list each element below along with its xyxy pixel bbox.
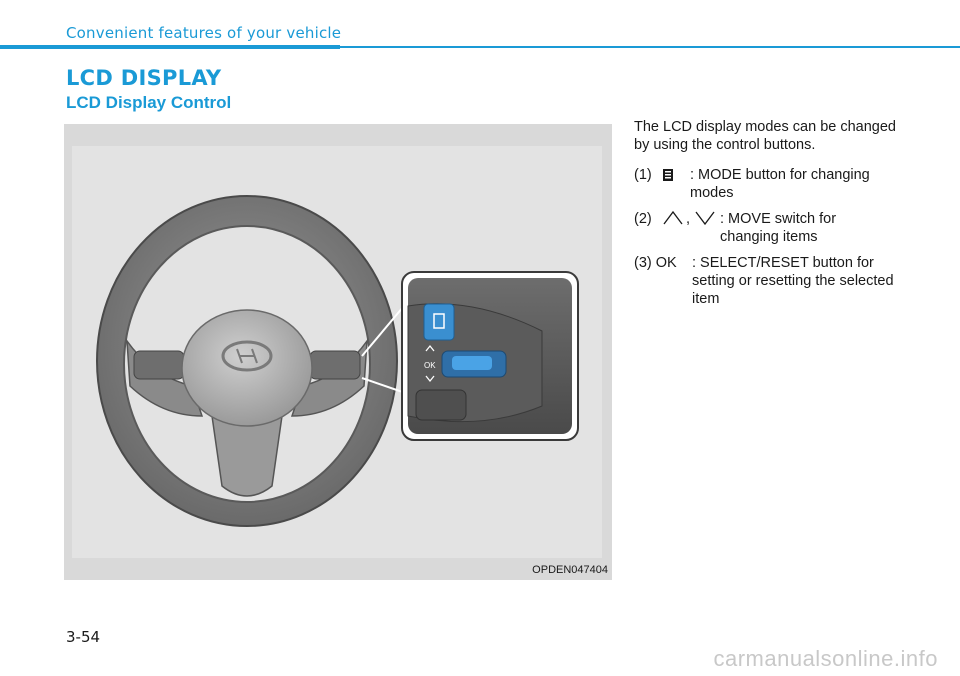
mode-button	[424, 304, 454, 340]
steering-wheel-figure	[64, 124, 612, 580]
right-spoke-controls	[310, 351, 360, 379]
down-chevron-icon	[694, 210, 716, 231]
wheel-hub	[182, 310, 312, 426]
page-number: 3-54	[66, 628, 101, 646]
left-spoke-controls	[134, 351, 184, 379]
list-item-mode	[634, 166, 896, 202]
item-number: (1)	[634, 167, 652, 183]
page-heading: LCD DISPLAY	[66, 66, 222, 90]
body-text	[634, 118, 896, 316]
steering-wheel-illustration	[72, 146, 602, 558]
intro-paragraph: The LCD display modes can be changed by using the control buttons.	[634, 119, 896, 153]
up-chevron-icon	[662, 210, 684, 231]
item-description: : MOVE switch for changing items	[720, 211, 837, 245]
figure-code: OPDEN047404	[532, 564, 608, 576]
ok-label: OK	[424, 361, 436, 370]
section-title-bar	[0, 45, 340, 49]
sub-heading: LCD Display Control	[66, 93, 232, 112]
section-title: Convenient features of your vehicle	[66, 24, 342, 42]
mode-icon	[662, 167, 674, 185]
list-item-move	[634, 210, 896, 246]
watermark: carmanualsonline.info	[713, 646, 938, 671]
list-item-ok	[634, 254, 896, 308]
figure-panel	[72, 146, 602, 558]
wheel-spoke-bottom	[212, 416, 282, 496]
item-number: (3) OK	[634, 255, 677, 271]
item-description: : MODE button for changing modes	[690, 167, 870, 201]
separator-comma: ,	[686, 211, 691, 227]
item-description: : SELECT/RESET button for setting or resetting the selected item	[692, 255, 894, 307]
section-divider	[340, 46, 960, 48]
item-number: (2)	[634, 211, 652, 227]
